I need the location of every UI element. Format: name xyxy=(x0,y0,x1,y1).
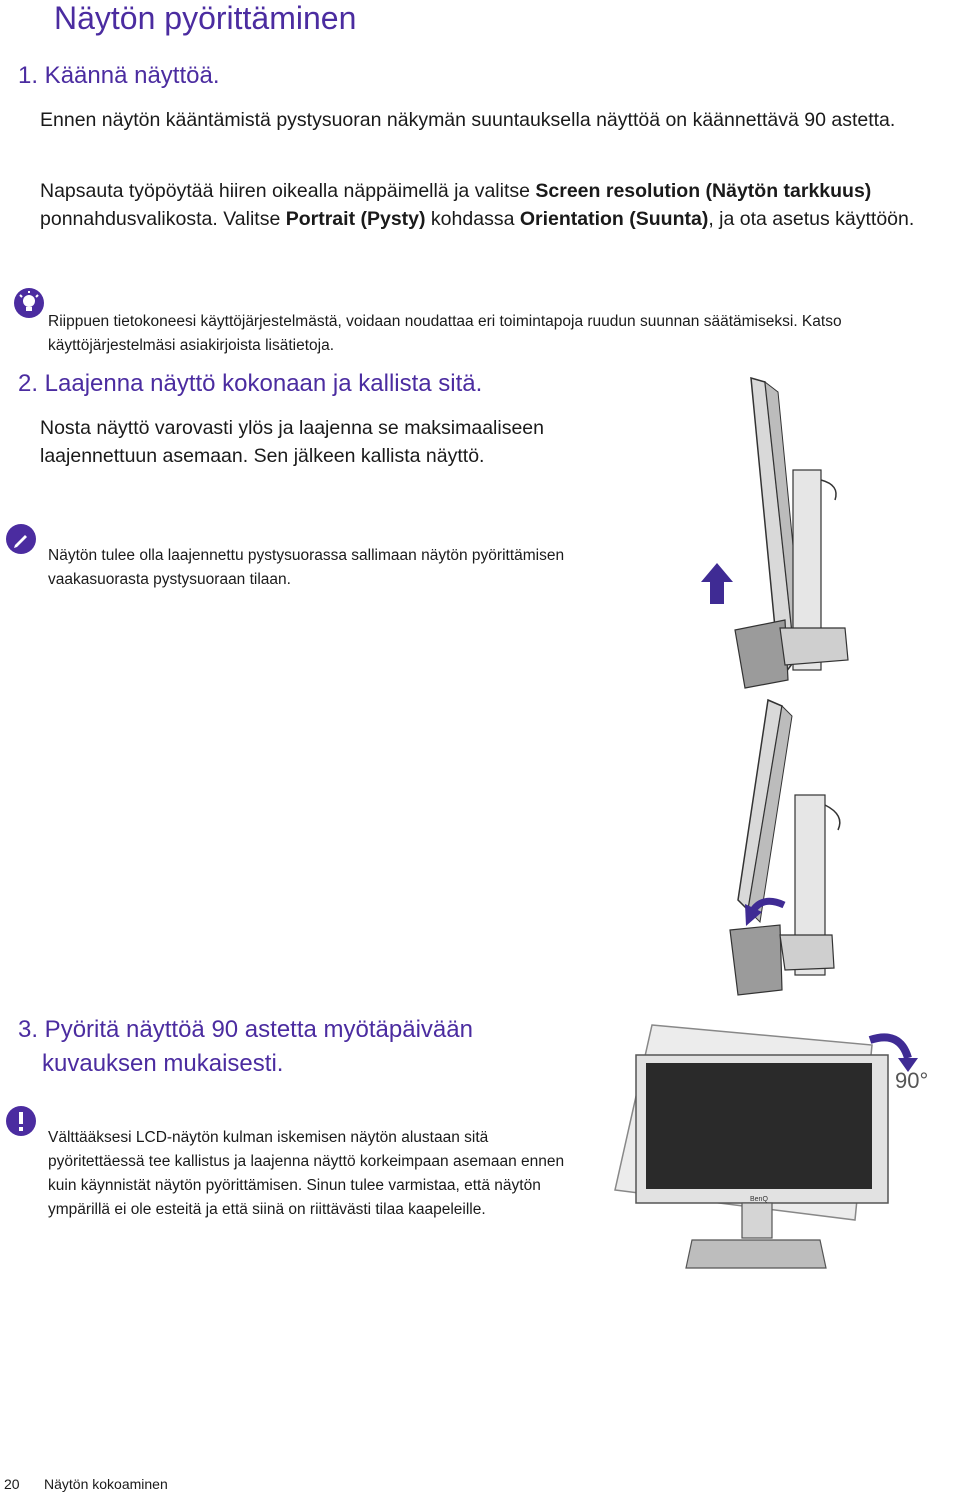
monitor-raised xyxy=(735,378,848,688)
step2-heading: 2. Laajenna näyttö kokonaan ja kallista sitä. xyxy=(18,370,483,397)
step1-paragraph: Ennen näytön kääntämistä pystysuoran näkymän suuntauksella näyttöä on käännettävä 90 astetta. xyxy=(40,109,896,131)
angle-label: 90° xyxy=(895,1068,929,1093)
step3-warning: Välttääksesi LCD-näytön kulman iskemisen näytön alustaan sitä pyöritettäessä tee kallistus ja laajenna näyttö korkeimpaan asemaan ennen kuin käynnistät näytön pyörittämisen. Sinun tulee varmistaa, että näytön ympärillä ei ole esteitä ja että siinä on riittävästi tilaa kaapeleille. xyxy=(48,1129,565,1218)
footer-section: Näytön kokoaminen xyxy=(44,1476,168,1492)
orientation-term: Orientation (Suunta) xyxy=(519,208,709,230)
instruction-text: ponnahdusvalikosta. Valitse xyxy=(40,208,286,230)
step3-heading-line2: kuvauksen mukaisesti. xyxy=(42,1050,284,1077)
exclamation-icon xyxy=(6,1106,36,1136)
instruction-text: Napsauta työpöytää hiiren oikealla näppäimellä ja valitse xyxy=(40,180,536,202)
page-number: 20 xyxy=(4,1476,20,1492)
brand-logo: BenQ xyxy=(750,1196,768,1203)
instruction-text: kohdassa xyxy=(425,208,520,230)
monitor-front-illustration xyxy=(615,1025,888,1268)
tip-note: Riippuen tietokoneesi käyttöjärjestelmästä, voidaan noudattaa eri toimintapoja ruudun suunnan säätämiseksi. Katso käyttöjärjestelmäsi asiakirjoista lisätietoja. xyxy=(48,313,842,354)
step2-paragraph: Nosta näyttö varovasti ylös ja laajenna se maksimaaliseen laajennettuun asemaan. Sen jälkeen kallista näyttö. xyxy=(40,417,545,467)
step3-heading-line1: 3. Pyöritä näyttöä 90 astetta myötäpäivään xyxy=(18,1016,473,1043)
instruction-text: , ja ota asetus käyttöön. xyxy=(708,208,915,230)
page-title: Näytön pyörittäminen xyxy=(54,0,357,36)
step1-heading: 1. Käännä näyttöä. xyxy=(18,62,220,89)
portrait-term: Portrait (Pysty) xyxy=(285,208,426,230)
screen-resolution-term: Screen resolution (Näytön tarkkuus) xyxy=(535,180,872,202)
arrow-up-icon xyxy=(701,563,733,604)
step2-note: Näytön tulee olla laajennettu pystysuorassa sallimaan näytön pyörittämisen vaakasuorasta pystysuoraan tilaan. xyxy=(48,547,565,588)
monitor-tilted xyxy=(730,700,840,995)
